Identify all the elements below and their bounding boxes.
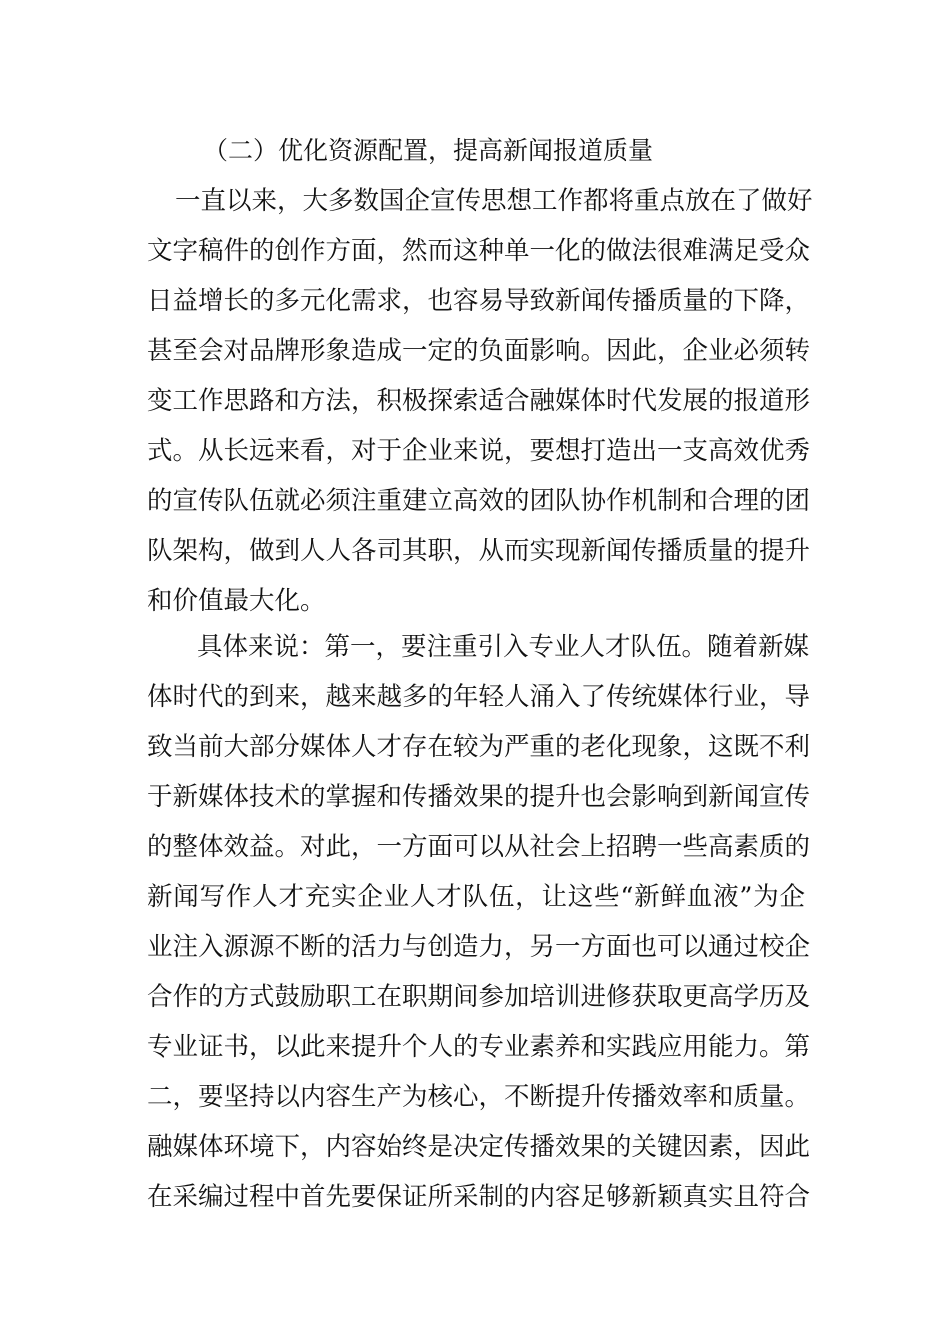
paragraph-1-line-7: 的宣传队伍就必须注重建立高效的团队协作机制和合理的团 [147, 486, 811, 516]
paragraph-2-line-3: 致当前大部分媒体人才存在较为严重的老化现象，这既不利 [147, 732, 811, 762]
paragraph-2-line-7: 业注入源源不断的活力与创造力，另一方面也可以通过校企 [147, 932, 811, 962]
paragraph-1-line-2: 文字稿件的创作方面，然而这种单一化的做法很难满足受众 [147, 236, 811, 266]
paragraph-2-line-8: 合作的方式鼓励职工在职期间参加培训进修获取更高学历及 [147, 982, 811, 1012]
paragraph-1-line-9: 和价值最大化。 [147, 586, 326, 616]
paragraph-1-line-5: 变工作思路和方法，积极探索适合融媒体时代发展的报道形 [147, 386, 811, 416]
paragraph-2-line-5: 的整体效益。对此，一方面可以从社会上招聘一些高素质的 [147, 832, 811, 862]
section-heading: （二）优化资源配置，提高新闻报道质量 [203, 136, 654, 165]
paragraph-2-line-1: 具体来说：第一，要注重引入专业人才队伍。随着新媒 [197, 632, 810, 662]
paragraph-2-line-2: 体时代的到来，越来越多的年轻人涌入了传统媒体行业，导 [147, 682, 811, 712]
paragraph-1-line-3: 日益增长的多元化需求，也容易导致新闻传播质量的下降， [147, 286, 811, 316]
paragraph-1-line-8: 队架构，做到人人各司其职，从而实现新闻传播质量的提升 [147, 536, 811, 566]
paragraph-2-line-12: 在采编过程中首先要保证所采制的内容足够新颖真实且符合 [147, 1182, 811, 1212]
paragraph-1-line-4: 甚至会对品牌形象造成一定的负面影响。因此，企业必须转 [147, 336, 811, 366]
paragraph-2-line-10: 二，要坚持以内容生产为核心，不断提升传播效率和质量。 [147, 1082, 811, 1112]
paragraph-2-line-6: 新闻写作人才充实企业人才队伍，让这些“新鲜血液”为企 [147, 882, 805, 912]
paragraph-1-line-1: 一直以来，大多数国企宣传思想工作都将重点放在了做好 [175, 186, 813, 216]
paragraph-1-line-6: 式。从长远来看，对于企业来说，要想打造出一支高效优秀 [147, 436, 811, 466]
paragraph-2-line-9: 专业证书，以此来提升个人的专业素养和实践应用能力。第 [147, 1032, 811, 1062]
paragraph-2-line-11: 融媒体环境下，内容始终是决定传播效果的关键因素，因此 [147, 1132, 811, 1162]
paragraph-2-line-4: 于新媒体技术的掌握和传播效果的提升也会影响到新闻宣传 [147, 782, 811, 812]
